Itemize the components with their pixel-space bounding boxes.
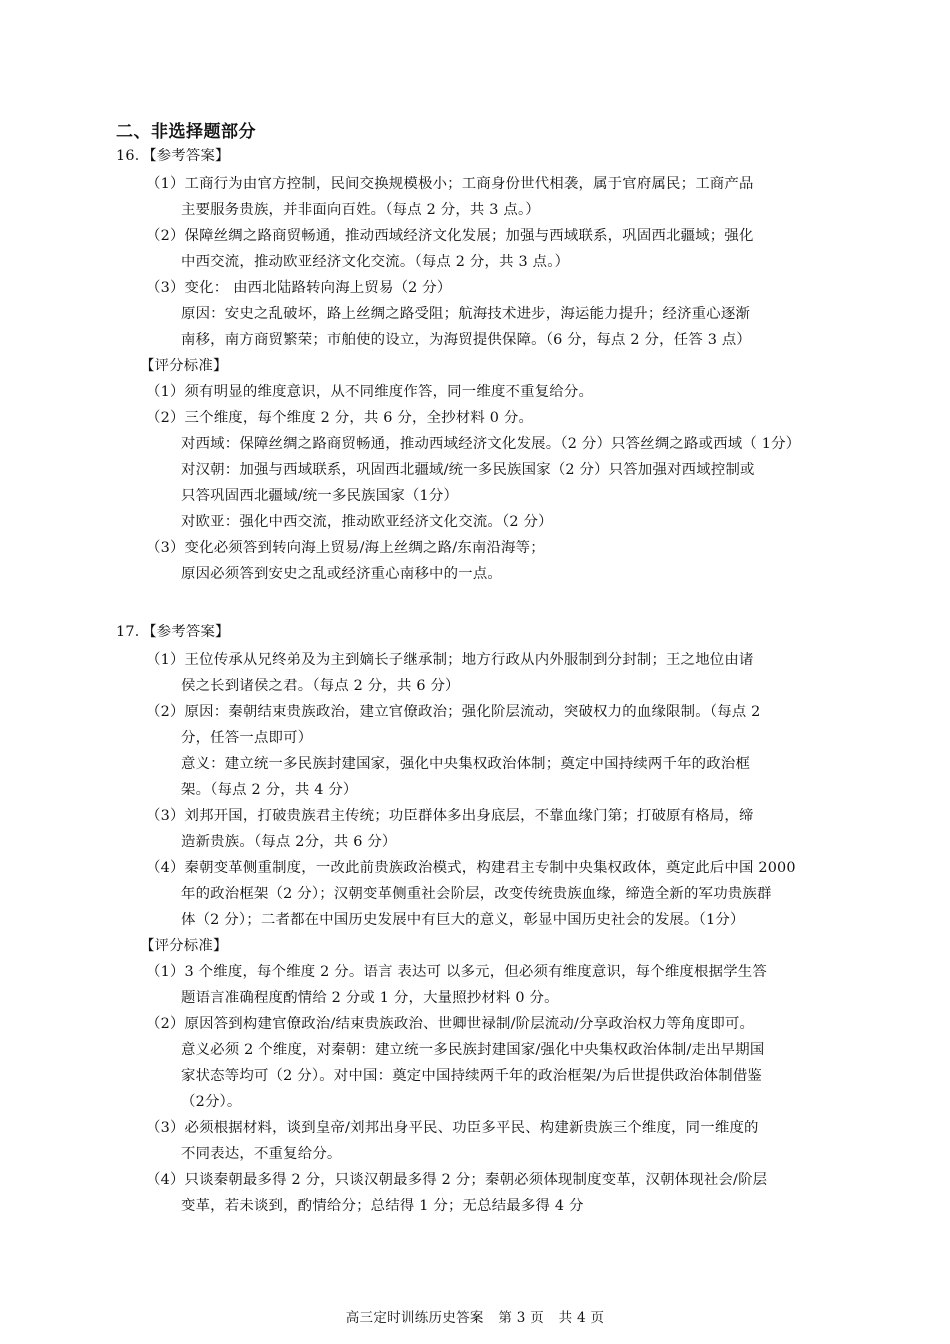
q16-header: 16．【参考答案】 (116, 148, 230, 164)
footer-total-pages: 共 4 页 (558, 1310, 605, 1326)
q16-criteria-line: （2）三个维度，每个维度 2 分，共 6 分，全抄材料 0 分。 (146, 410, 534, 426)
q17-criteria-line: （2）原因答到构建官僚政治/结束贵族政治、世卿世禄制/阶层流动/分享政治权力等角度即可。 (146, 1016, 755, 1032)
q17-answer-line: 架。（每点 2 分，共 4 分） (181, 782, 358, 798)
q17-answer-line: 年的政治框架（2 分）；汉朝变革侧重社会阶层，改变传统贵族血缘，缔造全新的军功贵族群 (181, 886, 772, 902)
q17-answer-line: 造新贵族。（每点 2分，共 6 分） (181, 834, 397, 850)
q17-criteria-line: 不同表达，不重复给分。 (181, 1146, 342, 1162)
q16-criteria-line: （3）变化必须答到转向海上贸易/海上丝绸之路/东南沿海等； (146, 540, 545, 556)
q16-criteria-header: 【评分标准】 (140, 358, 228, 374)
q16-criteria-line: 只答巩固西北疆域/统一多民族国家（1分） (181, 488, 459, 504)
q16-answer-line: （2）保障丝绸之路商贸畅通，推动西域经济文化发展；加强与西域联系，巩固西北疆域；强化 (146, 228, 754, 244)
q17-header: 17．【参考答案】 (116, 624, 230, 640)
q17-criteria-line: （1）3 个维度，每个维度 2 分。语言 表达可 以多元，但必须有维度意识，每个维度根据学生答 (146, 964, 767, 980)
q17-criteria-line: 变革，若未谈到，酌情给分；总结得 1 分；无总结最多得 4 分 (181, 1198, 584, 1214)
q17-answer-line: 侯之长到诸侯之君。（每点 2 分，共 6 分） (181, 678, 460, 694)
q17-criteria-line: 家状态等均可（2 分）。对中国：奠定中国持续两千年的政治框架/为后世提供政治体制借鉴 (181, 1068, 763, 1084)
q17-criteria-line: （2分）。 (181, 1094, 242, 1110)
q16-answer-line: （1）工商行为由官方控制，民间交换规模极小；工商身份世代相袭，属于官府属民；工商产品 (146, 176, 754, 192)
q16-answer-line: （3）变化： 由西北陆路转向海上贸易（2 分） (146, 280, 452, 296)
q16-answer-line: 原因：安史之乱破坏，路上丝绸之路受阻；航海技术进步，海运能力提升；经济重心逐渐 (181, 306, 751, 322)
q16-criteria-line: （1）须有明显的维度意识，从不同维度作答，同一维度不重复给分。 (146, 384, 594, 400)
q17-answer-line: 分，任答一点即可） (181, 730, 313, 746)
q17-answer-line: （2）原因：秦朝结束贵族政治，建立官僚政治；强化阶层流动，突破权力的血缘限制。（每点 2 (146, 704, 761, 720)
q17-criteria-line: 题语言准确程度酌情给 2 分或 1 分，大量照抄材料 0 分。 (181, 990, 559, 1006)
q17-answer-line: （4）秦朝变革侧重制度，一改此前贵族政治模式，构建君主专制中央集权政体，奠定此后中国 2000 (146, 860, 796, 876)
q17-criteria-line: 意义必须 2 个维度，对秦朝：建立统一多民族封建国家/强化中央集权政治体制/走出早期国 (181, 1042, 765, 1058)
q17-answer-line: （3）刘邦开国，打破贵族君主传统；功臣群体多出身底层，不靠血缘门第；打破原有格局，缔 (146, 808, 754, 824)
q16-criteria-line: 原因必须答到安史之乱或经济重心南移中的一点。 (181, 566, 502, 582)
footer-title: 高三定时训练历史答案 (345, 1310, 484, 1326)
q17-answer-line: 体（2 分）；二者都在中国历史发展中有巨大的意义，彰显中国历史社会的发展。（1分） (181, 912, 745, 928)
section-title: 二、非选择题部分 (116, 122, 256, 142)
page-footer (0, 1306, 950, 1326)
q17-criteria-header: 【评分标准】 (140, 938, 228, 954)
q16-criteria-line: 对汉朝：加强与西域联系，巩固西北疆域/统一多民族国家（2 分）只答加强对西域控制或 (181, 462, 755, 478)
q16-criteria-line: 对西域：保障丝绸之路商贸畅通，推动西域经济文化发展。（2 分）只答丝绸之路或西域（ 1分） (181, 436, 801, 452)
q16-criteria-line: 对欧亚：强化中西交流，推动欧亚经济文化交流。（2 分） (181, 514, 553, 530)
footer-page-number: 第 3 页 (498, 1310, 544, 1326)
q17-answer-line: 意义：建立统一多民族封建国家，强化中央集权政治体制；奠定中国持续两千年的政治框 (181, 756, 751, 772)
q17-criteria-line: （4）只谈秦朝最多得 2 分，只谈汉朝最多得 2 分；秦朝必须体现制度变革，汉朝体现社会/阶层 (146, 1172, 768, 1188)
q16-answer-line: 主要服务贵族，并非面向百姓。（每点 2 分，共 3 点。） (181, 202, 540, 218)
q16-answer-line: 南移，南方商贸繁荣；市舶使的设立，为海贸提供保障。（6 分，每点 2 分，任答 3 点） (181, 332, 752, 348)
q17-answer-line: （1）王位传承从兄终弟及为主到嫡长子继承制；地方行政从内外服制到分封制；王之地位由诸 (146, 652, 754, 668)
q16-answer-line: 中西交流，推动欧亚经济文化交流。（每点 2 分，共 3 点。） (181, 254, 570, 270)
q17-criteria-line: （3）必须根据材料，谈到皇帝/刘邦出身平民、功臣多平民、构建新贵族三个维度，同一维度的 (146, 1120, 759, 1136)
